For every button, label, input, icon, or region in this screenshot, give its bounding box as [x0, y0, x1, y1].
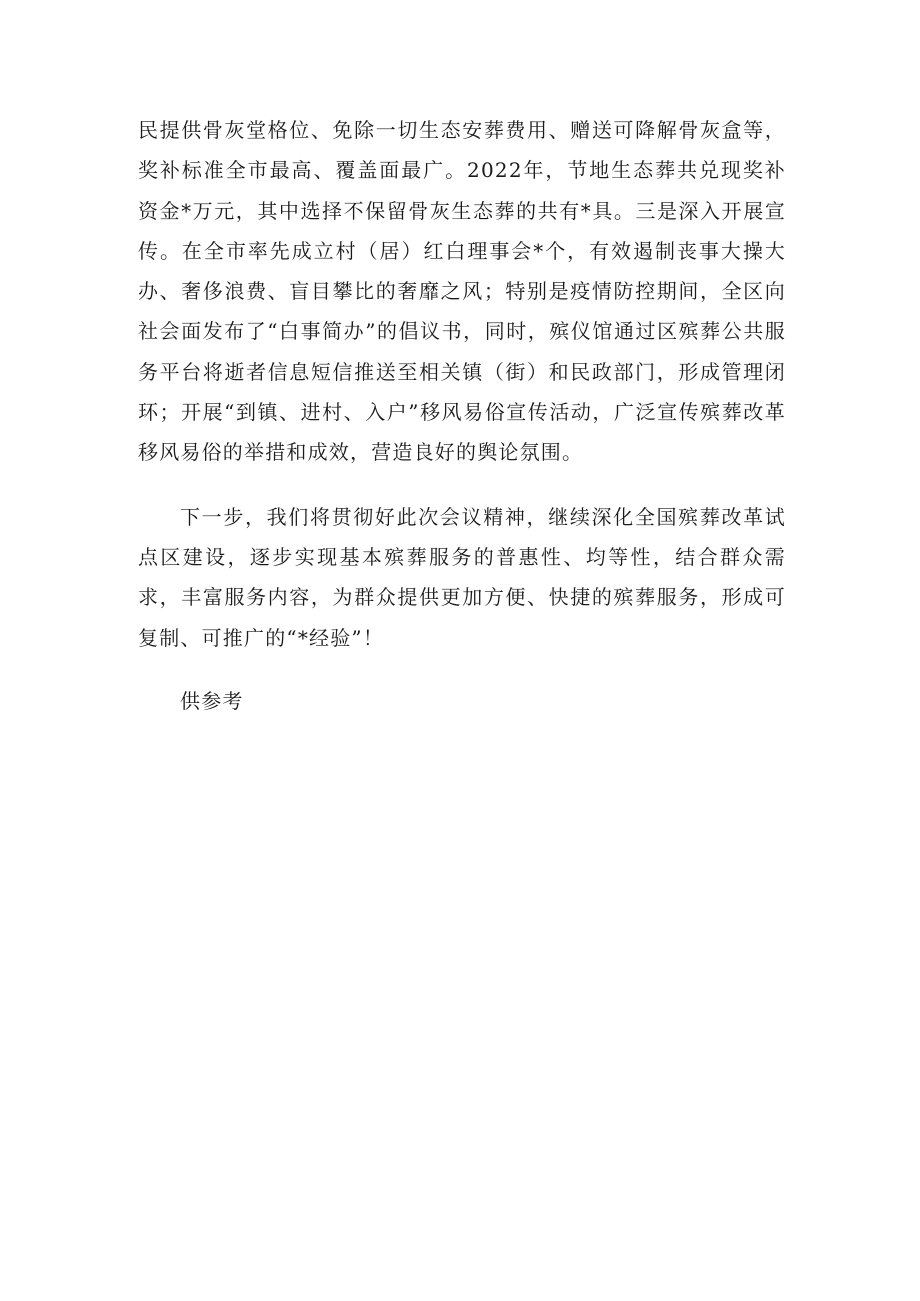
paragraph-closing: 供参考 — [180, 688, 244, 713]
paragraph-continuation: 民提供骨灰堂格位、免除一切生态安葬费用、赠送可降解骨灰盒等，奖补标准全市最高、覆盖面最广。2022年，节地生态葬共兑现奖补资金*万元，其中选择不保留骨灰生态葬的共有*具。三是深入开展宣传。在全市率先成立村（居）红白理事会*个，有效遏制丧事大操大办、奢侈浪费、盲目攀比的奢靡之风；特别是疫情防控期间，全区向社会面发布了“白事简办”的倡议书，同时，殡仪馆通过区殡葬公共服务平台将逝者信息短信推送至相关镇（街）和民政部门，形成管理闭环；开展“到镇、进村、入户”移风易俗宣传活动，广泛宣传殡葬改革移风易俗的举措和成效，营造良好的舆论氛围。 — [138, 118, 786, 465]
paragraph-spacer — [138, 658, 786, 681]
paragraph-spacer — [138, 473, 786, 497]
document-body — [138, 110, 786, 721]
paragraph-next-steps: 下一步，我们将贯彻好此次会议精神，继续深化全国殡葬改革试点区建设，逐步实现基本殡葬服务的普惠性、均等性，结合群众需求，丰富服务内容，为群众提供更加方便、快捷的殡葬服务，形成可复制、可推广的“*经验”！ — [138, 504, 786, 650]
